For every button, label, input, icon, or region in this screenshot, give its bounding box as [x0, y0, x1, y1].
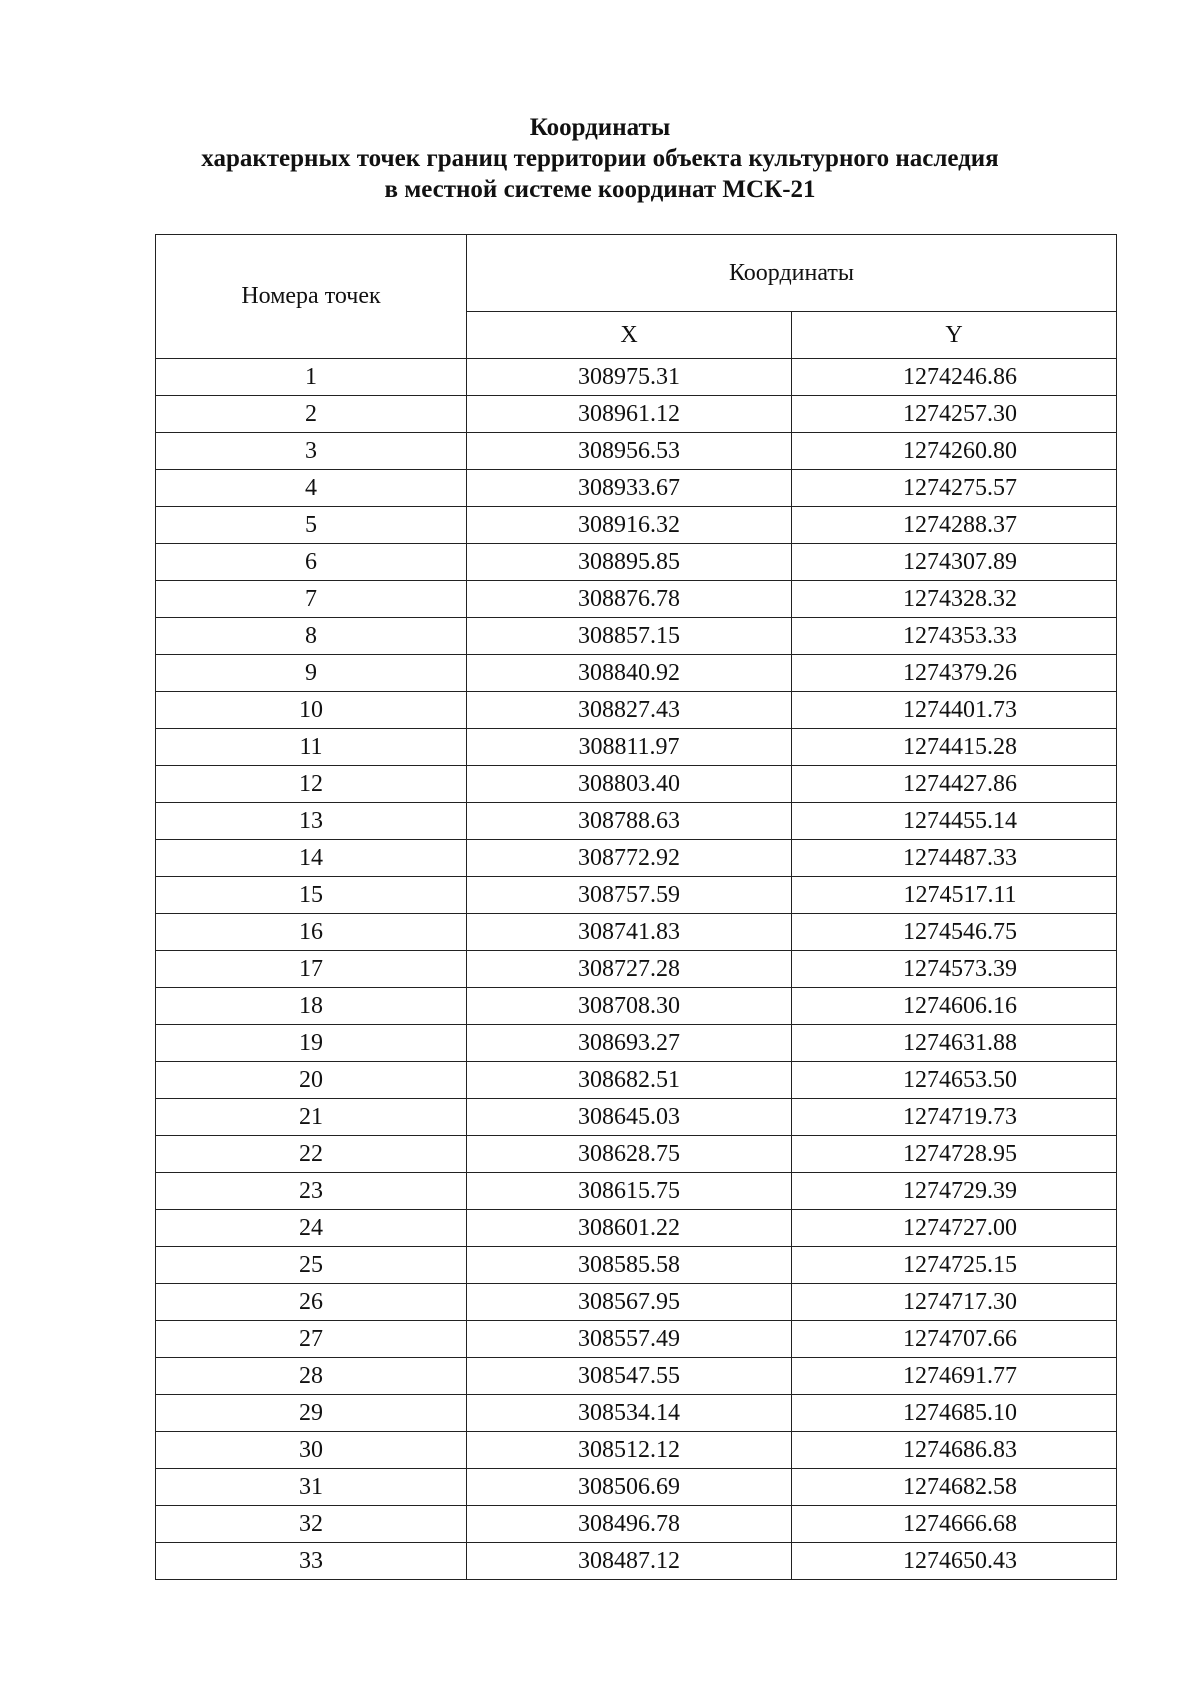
cell-point-number: 12: [156, 766, 467, 803]
document-title: [0, 112, 1200, 205]
cell-point-number: 17: [156, 951, 467, 988]
table-row: [156, 655, 1117, 692]
cell-y: 1274666.68: [792, 1506, 1117, 1543]
table-row: [156, 988, 1117, 1025]
cell-x: 308811.97: [467, 729, 792, 766]
cell-x: 308803.40: [467, 766, 792, 803]
header-y: Y: [792, 312, 1117, 359]
cell-y: 1274653.50: [792, 1062, 1117, 1099]
cell-y: 1274379.26: [792, 655, 1117, 692]
cell-x: 308772.92: [467, 840, 792, 877]
cell-x: 308757.59: [467, 877, 792, 914]
cell-y: 1274546.75: [792, 914, 1117, 951]
table-row: [156, 544, 1117, 581]
table-row: [156, 581, 1117, 618]
cell-x: 308876.78: [467, 581, 792, 618]
table-row: [156, 951, 1117, 988]
table-row: [156, 507, 1117, 544]
title-line-2: характерных точек границ территории объекта культурного наследия: [201, 145, 999, 172]
table-row: [156, 1173, 1117, 1210]
cell-y: 1274257.30: [792, 396, 1117, 433]
cell-x: 308975.31: [467, 359, 792, 396]
table-row: [156, 914, 1117, 951]
cell-point-number: 1: [156, 359, 467, 396]
cell-point-number: 28: [156, 1358, 467, 1395]
cell-x: 308547.55: [467, 1358, 792, 1395]
cell-x: 308741.83: [467, 914, 792, 951]
cell-point-number: 20: [156, 1062, 467, 1099]
cell-x: 308506.69: [467, 1469, 792, 1506]
cell-point-number: 23: [156, 1173, 467, 1210]
cell-x: 308788.63: [467, 803, 792, 840]
cell-x: 308487.12: [467, 1543, 792, 1580]
cell-x: 308645.03: [467, 1099, 792, 1136]
cell-x: 308956.53: [467, 433, 792, 470]
table-row: [156, 877, 1117, 914]
cell-point-number: 8: [156, 618, 467, 655]
cell-point-number: 32: [156, 1506, 467, 1543]
cell-point-number: 24: [156, 1210, 467, 1247]
cell-x: 308534.14: [467, 1395, 792, 1432]
header-coordinates: Координаты: [467, 235, 1117, 312]
table-row: [156, 618, 1117, 655]
cell-x: 308857.15: [467, 618, 792, 655]
cell-x: 308708.30: [467, 988, 792, 1025]
cell-point-number: 4: [156, 470, 467, 507]
header-x: X: [467, 312, 792, 359]
cell-point-number: 25: [156, 1247, 467, 1284]
cell-point-number: 13: [156, 803, 467, 840]
cell-y: 1274415.28: [792, 729, 1117, 766]
cell-x: 308916.32: [467, 507, 792, 544]
cell-point-number: 7: [156, 581, 467, 618]
cell-x: 308512.12: [467, 1432, 792, 1469]
cell-point-number: 18: [156, 988, 467, 1025]
coordinates-table: [155, 234, 1117, 1580]
cell-y: 1274707.66: [792, 1321, 1117, 1358]
cell-point-number: 31: [156, 1469, 467, 1506]
cell-y: 1274573.39: [792, 951, 1117, 988]
table-row: [156, 359, 1117, 396]
table-row: [156, 729, 1117, 766]
cell-point-number: 27: [156, 1321, 467, 1358]
table-row: [156, 1432, 1117, 1469]
table-header: [156, 235, 1117, 359]
cell-y: 1274691.77: [792, 1358, 1117, 1395]
cell-x: 308840.92: [467, 655, 792, 692]
cell-y: 1274725.15: [792, 1247, 1117, 1284]
cell-point-number: 14: [156, 840, 467, 877]
cell-y: 1274487.33: [792, 840, 1117, 877]
cell-point-number: 11: [156, 729, 467, 766]
cell-x: 308496.78: [467, 1506, 792, 1543]
cell-y: 1274517.11: [792, 877, 1117, 914]
cell-point-number: 16: [156, 914, 467, 951]
table-row: [156, 1395, 1117, 1432]
cell-point-number: 33: [156, 1543, 467, 1580]
table-row: [156, 692, 1117, 729]
table-row: [156, 1321, 1117, 1358]
cell-x: 308628.75: [467, 1136, 792, 1173]
table-row: [156, 396, 1117, 433]
cell-y: 1274427.86: [792, 766, 1117, 803]
cell-y: 1274307.89: [792, 544, 1117, 581]
cell-point-number: 5: [156, 507, 467, 544]
cell-y: 1274246.86: [792, 359, 1117, 396]
title-line-1: Координаты: [529, 114, 671, 141]
cell-y: 1274328.32: [792, 581, 1117, 618]
table-row: [156, 1136, 1117, 1173]
cell-y: 1274719.73: [792, 1099, 1117, 1136]
cell-point-number: 29: [156, 1395, 467, 1432]
table-row: [156, 433, 1117, 470]
cell-point-number: 3: [156, 433, 467, 470]
cell-x: 308557.49: [467, 1321, 792, 1358]
table-row: [156, 1062, 1117, 1099]
table-row: [156, 803, 1117, 840]
cell-x: 308585.58: [467, 1247, 792, 1284]
cell-y: 1274353.33: [792, 618, 1117, 655]
cell-point-number: 6: [156, 544, 467, 581]
cell-x: 308827.43: [467, 692, 792, 729]
cell-y: 1274729.39: [792, 1173, 1117, 1210]
cell-x: 308615.75: [467, 1173, 792, 1210]
cell-y: 1274288.37: [792, 507, 1117, 544]
table-row: [156, 840, 1117, 877]
cell-point-number: 26: [156, 1284, 467, 1321]
cell-y: 1274401.73: [792, 692, 1117, 729]
cell-y: 1274606.16: [792, 988, 1117, 1025]
title-line-3: в местной системе координат МСК-21: [384, 176, 816, 203]
header-row-1: [156, 235, 1117, 312]
cell-y: 1274686.83: [792, 1432, 1117, 1469]
cell-x: 308693.27: [467, 1025, 792, 1062]
cell-point-number: 30: [156, 1432, 467, 1469]
cell-x: 308961.12: [467, 396, 792, 433]
cell-point-number: 15: [156, 877, 467, 914]
table-row: [156, 1099, 1117, 1136]
table-row: [156, 470, 1117, 507]
cell-x: 308933.67: [467, 470, 792, 507]
cell-point-number: 10: [156, 692, 467, 729]
cell-y: 1274631.88: [792, 1025, 1117, 1062]
table-body: [156, 359, 1117, 1580]
table-row: [156, 1025, 1117, 1062]
cell-y: 1274682.58: [792, 1469, 1117, 1506]
table-row: [156, 1543, 1117, 1580]
cell-y: 1274728.95: [792, 1136, 1117, 1173]
table-row: [156, 1358, 1117, 1395]
cell-x: 308895.85: [467, 544, 792, 581]
table-row: [156, 1506, 1117, 1543]
cell-point-number: 22: [156, 1136, 467, 1173]
cell-point-number: 9: [156, 655, 467, 692]
cell-y: 1274455.14: [792, 803, 1117, 840]
cell-x: 308567.95: [467, 1284, 792, 1321]
cell-point-number: 21: [156, 1099, 467, 1136]
cell-x: 308682.51: [467, 1062, 792, 1099]
table-row: [156, 1210, 1117, 1247]
table-row: [156, 1247, 1117, 1284]
cell-point-number: 19: [156, 1025, 467, 1062]
cell-point-number: 2: [156, 396, 467, 433]
table-row: [156, 1284, 1117, 1321]
table-row: [156, 1469, 1117, 1506]
header-point-numbers: Номера точек: [156, 235, 467, 359]
cell-y: 1274275.57: [792, 470, 1117, 507]
cell-y: 1274650.43: [792, 1543, 1117, 1580]
cell-x: 308727.28: [467, 951, 792, 988]
cell-x: 308601.22: [467, 1210, 792, 1247]
cell-y: 1274685.10: [792, 1395, 1117, 1432]
cell-y: 1274260.80: [792, 433, 1117, 470]
cell-y: 1274717.30: [792, 1284, 1117, 1321]
cell-y: 1274727.00: [792, 1210, 1117, 1247]
table-row: [156, 766, 1117, 803]
